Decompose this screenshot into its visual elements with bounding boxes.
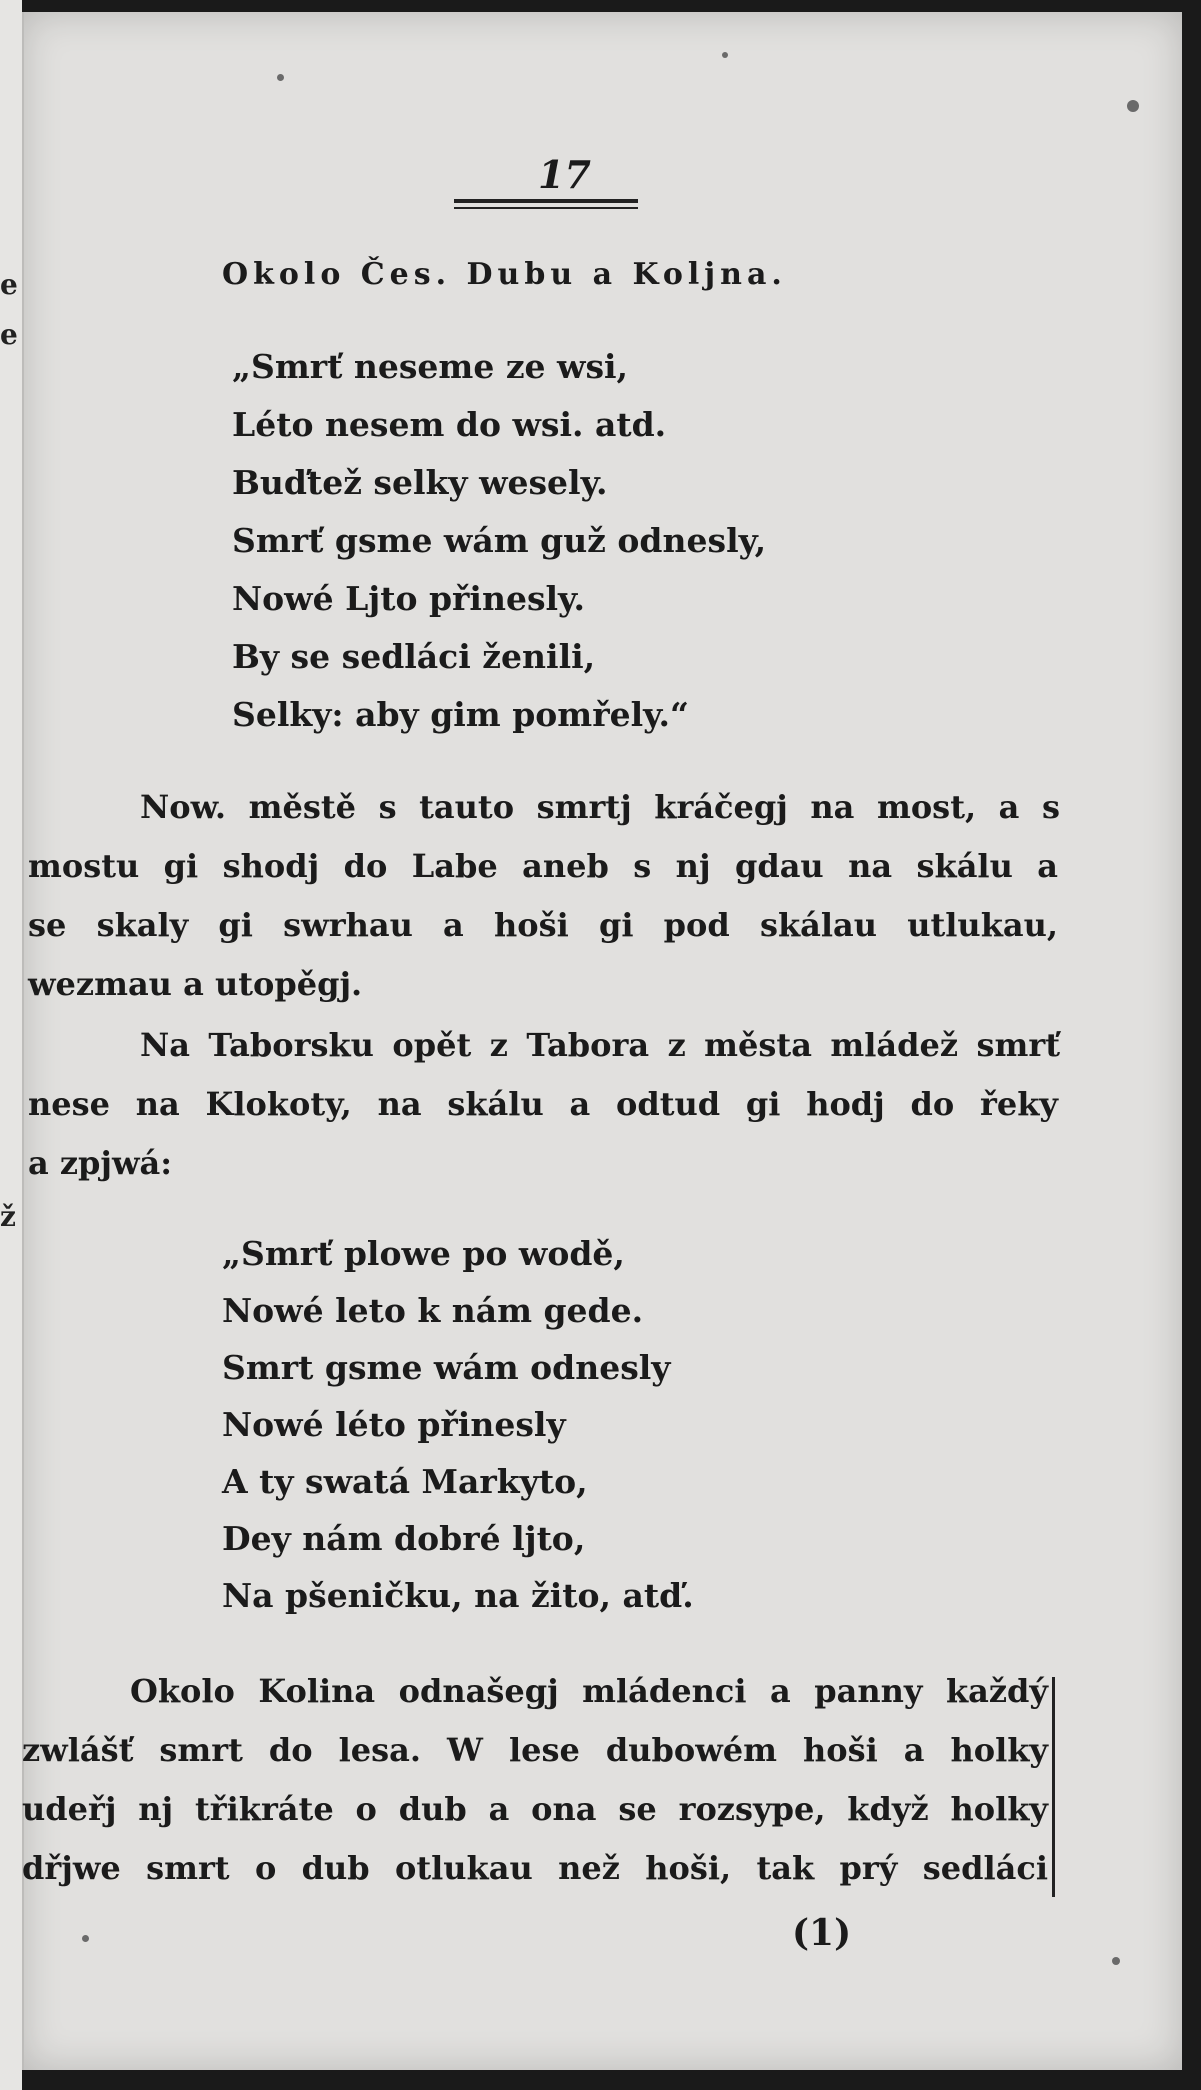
- verse-line: By se sedláci ženili,: [232, 637, 596, 676]
- paragraph-line: Now. městě s tauto smrtj kráčegj na most, a s: [140, 788, 1060, 826]
- header-rule: [454, 199, 638, 203]
- paragraph-line: Okolo Kolina odnašegj mládenci a panny každý: [130, 1672, 1048, 1710]
- margin-bar-right: [1052, 1677, 1055, 1897]
- paragraph-line: mostu gi shodj do Labe aneb s nj gdau na skálu a: [28, 847, 1058, 885]
- book-page: [22, 12, 1182, 2070]
- paper-speck: [722, 52, 728, 58]
- verse-line: Buďtež selky wesely.: [232, 463, 608, 502]
- verse-line: Smrt gsme wám odnesly: [222, 1348, 671, 1387]
- verse-line: „Smrť plowe po wodě,: [222, 1234, 625, 1273]
- page-number: 17: [538, 152, 591, 197]
- verse-line: Léto nesem do wsi. atd.: [232, 405, 667, 444]
- paper-speck: [1112, 1957, 1120, 1965]
- prev-page-fragment: e: [0, 268, 18, 301]
- paragraph-line: wezmau a utopěgj.: [28, 965, 363, 1003]
- verse-line: Na pšeničku, na žito, atď.: [222, 1576, 694, 1615]
- verse-line: A ty swatá Markyto,: [222, 1462, 588, 1501]
- verse-line: Nowé leto k nám gede.: [222, 1291, 644, 1330]
- section-heading: Okolo Čes. Dubu a Koljna.: [222, 257, 787, 292]
- paragraph-line: a zpjwá:: [28, 1144, 173, 1182]
- paragraph-line: zwlášť smrt do lesa. W lese dubowém hoši a holky: [22, 1731, 1048, 1769]
- paragraph-line: udeřj nj třikráte o dub a ona se rozsype, když holky: [22, 1790, 1048, 1828]
- prev-page-fragment: ž: [0, 1200, 16, 1233]
- paragraph-line: dřjwe smrt o dub otlukau než hoši, tak prý sedláci: [22, 1849, 1048, 1887]
- paragraph-line: Na Taborsku opět z Tabora z města mládež smrť: [140, 1026, 1060, 1064]
- paper-speck: [82, 1935, 89, 1942]
- verse-line: Smrť gsme wám guž odnesly,: [232, 521, 767, 560]
- signature-mark: (1): [792, 1912, 852, 1954]
- verse-line: Nowé léto přinesly: [222, 1405, 566, 1444]
- header-rule-thin: [454, 207, 638, 209]
- verse-line: Nowé Ljto přinesly.: [232, 579, 585, 618]
- verse-line: Selky: aby gim pomřely.“: [232, 695, 689, 734]
- paragraph-line: se skaly gi swrhau a hoši gi pod skálau utlukau,: [28, 906, 1058, 944]
- verse-line: Dey nám dobré ljto,: [222, 1519, 586, 1558]
- previous-page-edge: [0, 0, 22, 2090]
- paper-speck: [277, 74, 284, 81]
- paper-speck: [1127, 100, 1139, 112]
- prev-page-fragment: e: [0, 318, 18, 351]
- paragraph-line: nese na Klokoty, na skálu a odtud gi hodj do řeky: [28, 1085, 1058, 1123]
- verse-line: „Smrť neseme ze wsi,: [232, 347, 629, 386]
